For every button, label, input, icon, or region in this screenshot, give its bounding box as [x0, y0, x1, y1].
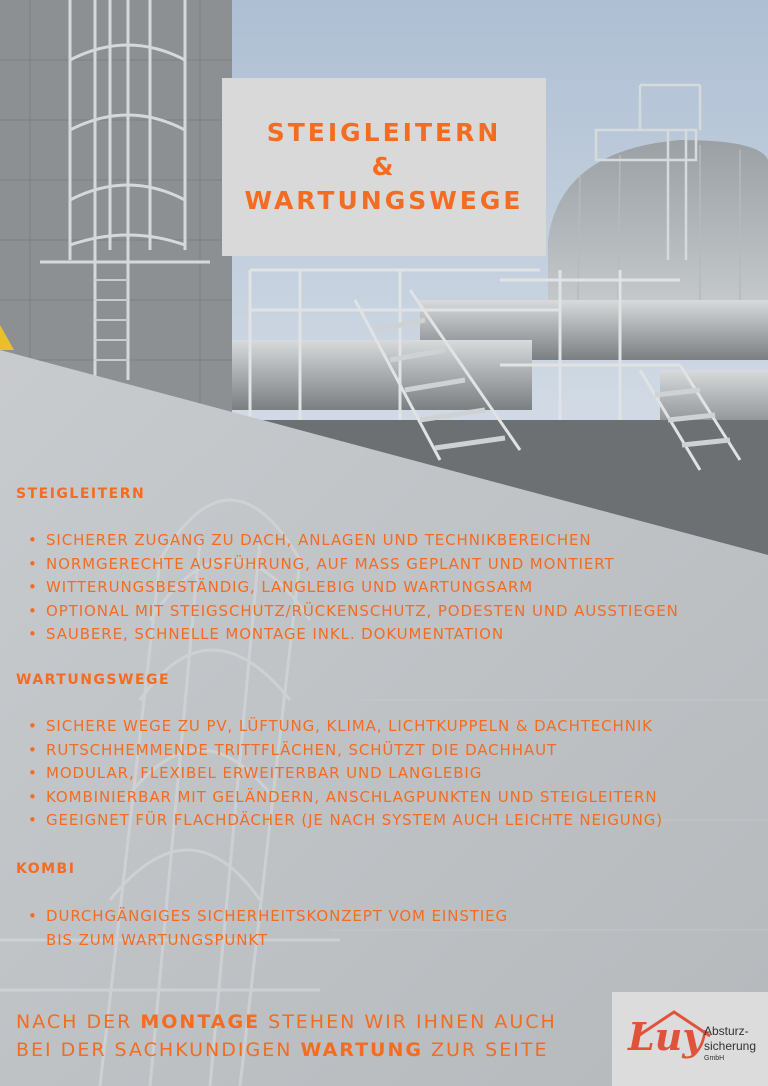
- list-item: • RUTSCHHEMMENDE TRITTFLÄCHEN, SCHÜTZT DIE DACHHAUT: [28, 739, 763, 763]
- footer-bold: WARTUNG: [300, 1039, 423, 1061]
- list-wartungswege: [28, 715, 763, 833]
- list-item: • SAUBERE, SCHNELLE MONTAGE INKL. DOKUMENTATION: [28, 623, 763, 647]
- title-line-3: WARTUNGSWEGE: [244, 186, 524, 215]
- section-heading-kombi: KOMBI: [16, 861, 76, 877]
- title-ampersand: &: [371, 152, 397, 181]
- list-item: • KOMBINIERBAR MIT GELÄNDERN, ANSCHLAGPUNKTEN UND STEIGLEITERN: [28, 786, 763, 810]
- footer-line-1: [16, 1008, 557, 1036]
- list-item: • GEEIGNET FÜR FLACHDÄCHER (JE NACH SYSTEM AUCH LEICHTE NEIGUNG): [28, 809, 763, 833]
- list-item: • NORMGERECHTE AUSFÜHRUNG, AUF MASS GEPLANT UND MONTIERT: [28, 553, 763, 577]
- list-item: • WITTERUNGSBESTÄNDIG, LANGLEBIG UND WARTUNGSARM: [28, 576, 763, 600]
- list-kombi: [28, 905, 763, 952]
- footer-text: ZUR SEITE: [422, 1039, 549, 1061]
- footer-tagline: [16, 1008, 557, 1064]
- list-item: • OPTIONAL MIT STEIGSCHUTZ/RÜCKENSCHUTZ, PODESTEN UND AUSSTIEGEN: [28, 600, 763, 624]
- footer-bold: MONTAGE: [140, 1011, 261, 1033]
- logo-mark: Luy: [628, 1014, 705, 1059]
- list-item: • SICHERER ZUGANG ZU DACH, ANLAGEN UND TECHNIKBEREICHEN: [28, 529, 763, 553]
- list-steigleitern: [28, 529, 763, 647]
- list-item: • DURCHGÄNGIGES SICHERHEITSKONZEPT VOM EINSTIEG BIS ZUM WARTUNGSPUNKT: [28, 905, 516, 952]
- logo-line-3: GmbH: [704, 1055, 725, 1062]
- list-item: • MODULAR, FLEXIBEL ERWEITERBAR UND LANGLEBIG: [28, 762, 763, 786]
- company-logo: [612, 992, 768, 1086]
- footer-text: NACH DER: [16, 1011, 141, 1033]
- footer-text: BEI DER SACHKUNDIGEN: [16, 1039, 301, 1061]
- section-heading-wartungswege: WARTUNGSWEGE: [16, 672, 171, 688]
- footer-text: STEHEN WIR IHNEN AUCH: [260, 1011, 557, 1033]
- title-line-1: STEIGLEITERN: [266, 118, 502, 147]
- section-heading-steigleitern: STEIGLEITERN: [16, 486, 146, 502]
- logo-line-2: sicherung: [704, 1039, 757, 1053]
- footer-line-2: [16, 1036, 557, 1064]
- logo-line-1: Absturz-: [704, 1024, 749, 1038]
- list-item: • SICHERE WEGE ZU PV, LÜFTUNG, KLIMA, LICHTKUPPELN & DACHTECHNIK: [28, 715, 763, 739]
